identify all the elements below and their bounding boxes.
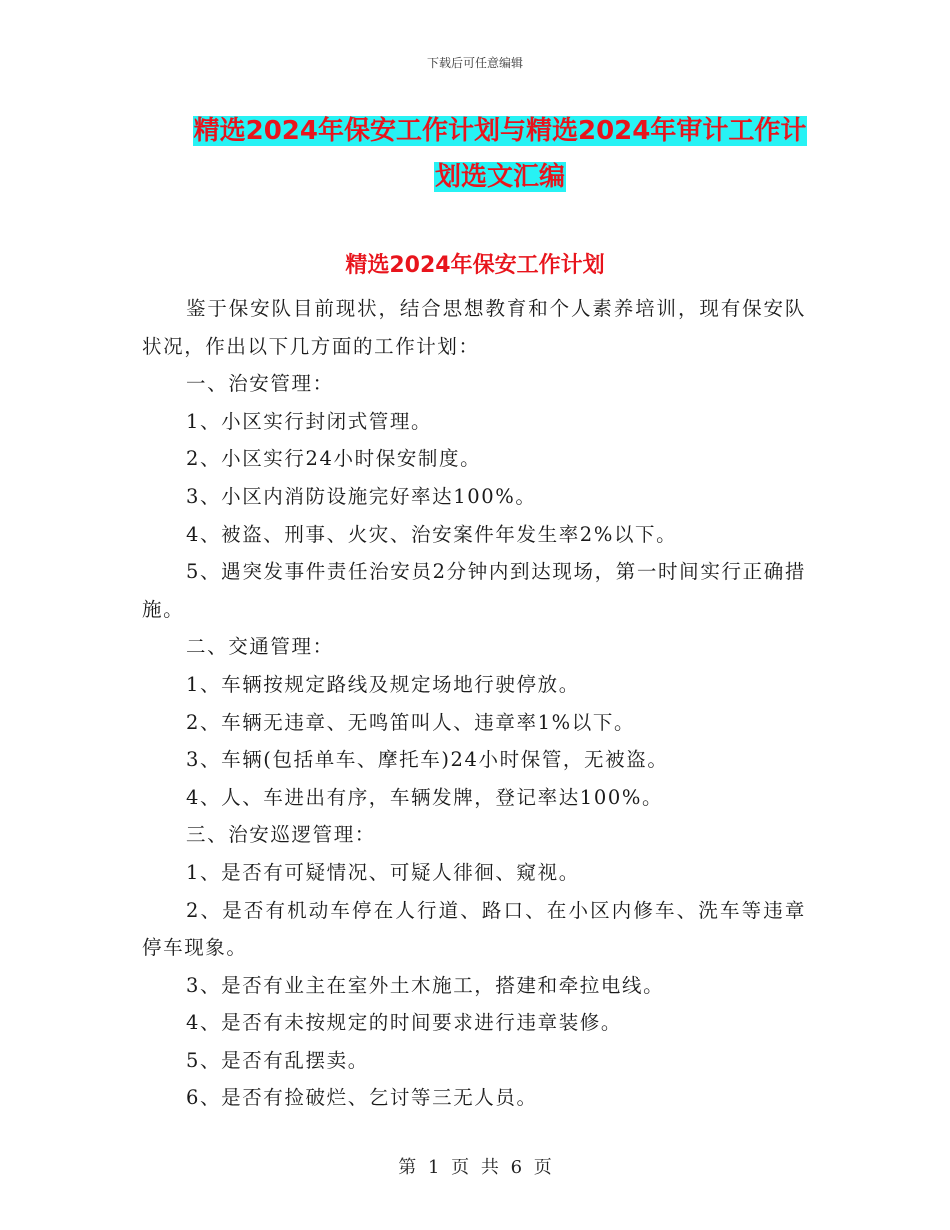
paragraph: 5、遇突发事件责任治安员2分钟内到达现场，第一时间实行正确措施。 (142, 560, 806, 621)
paragraph: 1、是否有可疑情况、可疑人徘徊、窥视。 (186, 860, 580, 884)
paragraph: 4、是否有未按规定的时间要求进行违章装修。 (186, 1011, 623, 1035)
paragraph: 1、小区实行封闭式管理。 (186, 409, 433, 433)
document-title-line-2: 划选文汇编 (434, 162, 565, 192)
paragraph: 2、车辆无违章、无鸣笛叫人、违章率1%以下。 (186, 710, 636, 734)
paragraph: 6、是否有捡破烂、乞讨等三无人员。 (186, 1086, 538, 1110)
heading-patrol: 三、治安巡逻管理： (186, 823, 376, 847)
page-footer: 第 1 页 共 6 页 (398, 1157, 552, 1178)
document-body (142, 290, 806, 1117)
document-title (140, 108, 860, 200)
section-title: 精选2024年保安工作计划 (345, 253, 605, 278)
heading-traffic: 二、交通管理： (186, 635, 334, 659)
paragraph: 2、小区实行24小时保安制度。 (186, 447, 482, 471)
paragraph-intro: 鉴于保安队目前现状，结合思想教育和个人素养培训，现有保安队状况，作出以下几方面的工作计划： (142, 297, 806, 358)
paragraph: 2、是否有机动车停在人行道、路口、在小区内修车、洗车等违章停车现象。 (142, 898, 806, 960)
document-title-line-1: 精选2024年保安工作计划与精选2024年审计工作计 (193, 116, 807, 146)
heading-public-security: 一、治安管理： (186, 372, 334, 396)
paragraph: 3、小区内消防设施完好率达100%。 (186, 484, 537, 508)
paragraph: 5、是否有乱摆卖。 (186, 1048, 369, 1072)
paragraph: 4、人、车进出有序，车辆发牌，登记率达100%。 (186, 785, 664, 809)
paragraph: 4、被盗、刑事、火灾、治安案件年发生率2%以下。 (186, 522, 678, 546)
paragraph: 1、车辆按规定路线及规定场地行驶停放。 (186, 672, 580, 696)
paragraph: 3、是否有业主在室外土木施工，搭建和牵拉电线。 (186, 973, 665, 997)
paragraph: 3、车辆(包括单车、摩托车)24小时保管，无被盗。 (186, 748, 669, 772)
page-header-note: 下载后可任意编辑 (426, 56, 523, 70)
